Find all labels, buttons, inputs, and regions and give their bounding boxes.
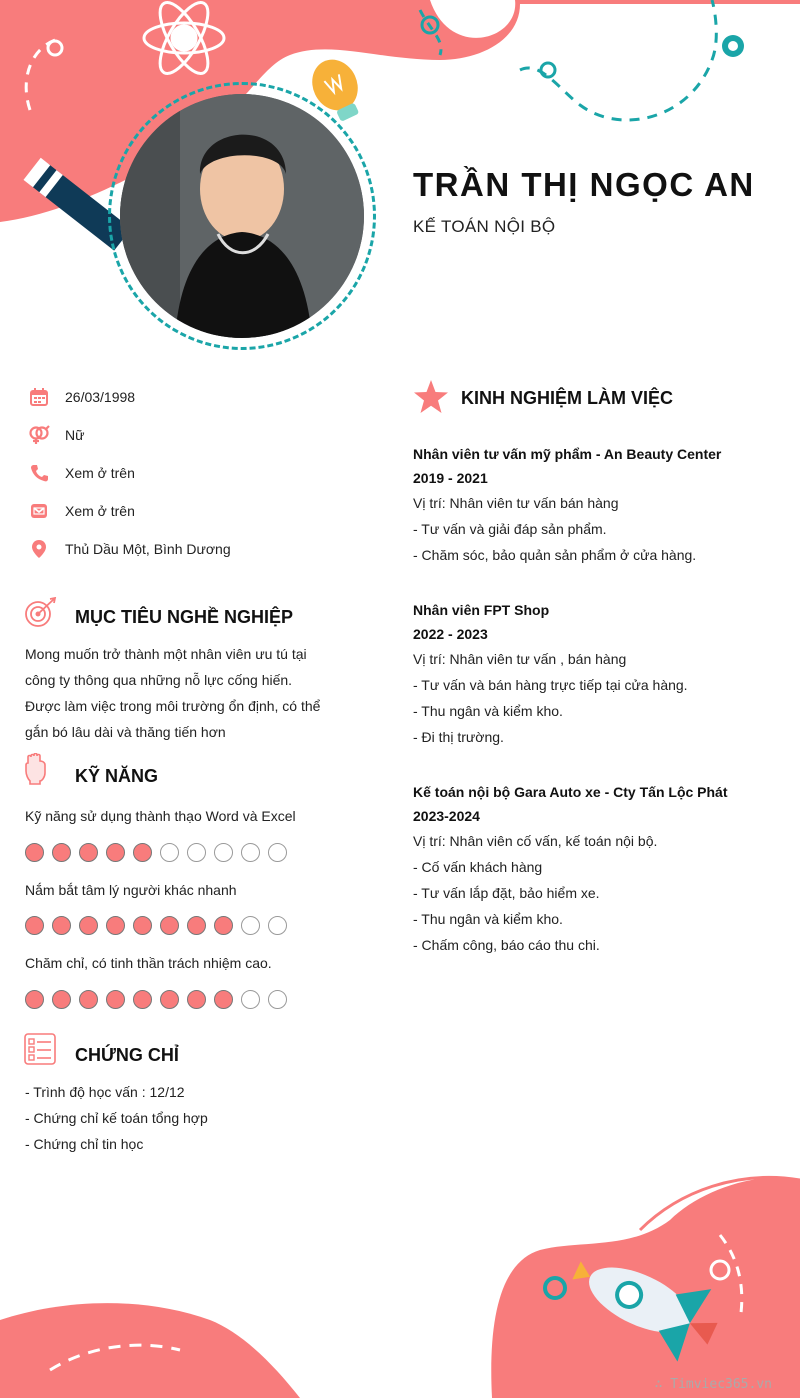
skill-dot-filled — [133, 990, 152, 1009]
job-period: 2022 - 2023 — [413, 626, 488, 642]
skill-name: Nắm bắt tâm lý người khác nhanh — [25, 882, 237, 898]
fist-icon — [24, 753, 48, 790]
skill-dot-filled — [106, 916, 125, 935]
objective-line: gắn bó lâu dài và thăng tiến hơn — [25, 724, 226, 740]
job-title: KẾ TOÁN NỘI BỘ — [413, 217, 556, 236]
skill-dot-empty — [241, 990, 260, 1009]
skill-rating — [25, 916, 287, 935]
job-detail: - Thu ngân và kiểm kho. — [413, 911, 563, 927]
experience-title: KINH NGHIỆM LÀM VIỆC — [461, 388, 674, 408]
gender-icon — [28, 424, 50, 446]
certificate-item: - Chứng chỉ tin học — [25, 1136, 144, 1152]
job-company: Nhân viên tư vấn mỹ phẩm - An Beauty Center — [413, 446, 722, 462]
skill-dot-filled — [106, 843, 125, 862]
job-detail: - Chấm công, báo cáo thu chi. — [413, 937, 600, 953]
email-icon — [28, 500, 50, 522]
skill-dot-empty — [268, 990, 287, 1009]
skill-name: Chăm chỉ, có tinh thần trách nhiệm cao. — [25, 955, 272, 971]
job-detail: - Tư vấn và bán hàng trực tiếp tại cửa hàng. — [413, 677, 688, 693]
skill-dot-filled — [133, 843, 152, 862]
job-detail: - Chăm sóc, bảo quản sản phẩm ở cửa hàng. — [413, 547, 697, 563]
objective-line: Được làm việc trong môi trường ổn định, có thể — [25, 698, 321, 714]
skill-dot-filled — [79, 843, 98, 862]
skill-dot-filled — [25, 990, 44, 1009]
job-company: Kế toán nội bộ Gara Auto xe - Cty Tấn Lộc Phát — [413, 784, 728, 800]
star-icon — [413, 380, 449, 419]
job-detail: - Đi thị trường. — [413, 729, 504, 745]
skill-dot-filled — [79, 916, 98, 935]
contact-email — [28, 499, 135, 523]
skill-dot-filled — [214, 916, 233, 935]
skill-dot-empty — [268, 916, 287, 935]
skill-dot-filled — [52, 843, 71, 862]
job-detail: - Cố vấn khách hàng — [413, 859, 543, 875]
skill-dot-empty — [160, 843, 179, 862]
skill-dot-filled — [160, 990, 179, 1009]
contact-phone — [28, 461, 135, 485]
checklist-icon — [24, 1033, 56, 1070]
job-detail: Vị trí: Nhân viên tư vấn bán hàng — [413, 495, 619, 511]
job-detail: Vị trí: Nhân viên tư vấn , bán hàng — [413, 651, 627, 667]
avatar — [108, 82, 378, 352]
profile-photo — [120, 94, 364, 338]
skills-title: KỸ NĂNG — [75, 766, 159, 786]
skill-dot-filled — [214, 990, 233, 1009]
job-detail: - Tư vấn và giải đáp sản phẩm. — [413, 521, 607, 537]
skill-dot-empty — [187, 843, 206, 862]
phone-icon — [28, 462, 50, 484]
skill-dot-filled — [160, 916, 179, 935]
email-text: Xem ở trên — [65, 503, 135, 519]
skill-dot-filled — [187, 916, 206, 935]
phone-text: Xem ở trên — [65, 465, 135, 481]
skill-dot-filled — [79, 990, 98, 1009]
skill-dot-empty — [268, 843, 287, 862]
skill-dot-filled — [133, 916, 152, 935]
certificates-title: CHỨNG CHỈ — [75, 1045, 179, 1065]
objective-line: Mong muốn trở thành một nhân viên ưu tú tại — [25, 646, 307, 662]
target-icon — [24, 597, 58, 634]
skill-dot-filled — [106, 990, 125, 1009]
skill-dot-filled — [187, 990, 206, 1009]
birthdate-text: 26/03/1998 — [65, 389, 136, 405]
job-period: 2023-2024 — [413, 808, 480, 824]
skill-name: Kỹ năng sử dụng thành thạo Word và Excel — [25, 808, 296, 824]
certificate-item: - Chứng chỉ kế toán tổng hợp — [25, 1110, 208, 1126]
job-detail: - Tư vấn lắp đặt, bảo hiểm xe. — [413, 885, 600, 901]
skill-dot-filled — [52, 990, 71, 1009]
skill-dot-filled — [52, 916, 71, 935]
certificate-item: - Trình độ học vấn : 12/12 — [25, 1084, 185, 1100]
objective-line: công ty thông qua những nỗ lực cống hiến. — [25, 672, 293, 688]
gender-text: Nữ — [65, 427, 85, 443]
objective-text — [25, 641, 335, 745]
watermark: ∴ Timviec365.vn — [654, 1377, 772, 1392]
skill-rating — [25, 990, 287, 1009]
contact-birthdate — [28, 385, 136, 409]
skill-dot-filled — [25, 916, 44, 935]
contact-location — [28, 537, 231, 561]
job-company: Nhân viên FPT Shop — [413, 602, 550, 618]
skill-dot-empty — [241, 843, 260, 862]
skill-rating — [25, 843, 287, 862]
job-detail: - Thu ngân và kiểm kho. — [413, 703, 563, 719]
skill-dot-filled — [25, 843, 44, 862]
candidate-name: TRẦN THỊ NGỌC AN — [413, 166, 755, 203]
contact-gender — [28, 423, 85, 447]
objective-title: MỤC TIÊU NGHỀ NGHIỆP — [75, 607, 294, 627]
job-period: 2019 - 2021 — [413, 470, 488, 486]
skill-dot-empty — [241, 916, 260, 935]
calendar-icon — [28, 386, 50, 408]
location-text: Thủ Dầu Một, Bình Dương — [65, 541, 231, 557]
skill-dot-empty — [214, 843, 233, 862]
location-icon — [28, 538, 50, 560]
job-detail: Vị trí: Nhân viên cố vấn, kế toán nội bộ. — [413, 833, 658, 849]
